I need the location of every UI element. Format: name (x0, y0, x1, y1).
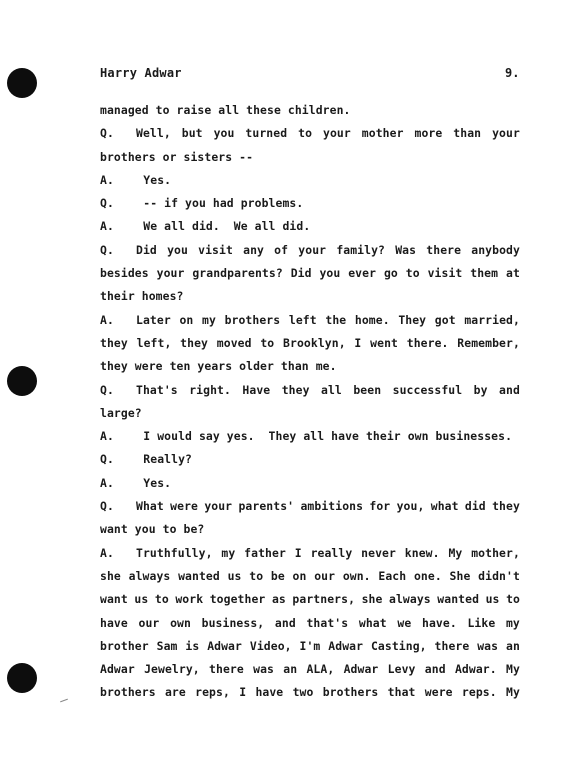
transcript-line-text: brother Sam is Adwar Video, I'm Adwar Casting, there was an (100, 638, 520, 653)
transcript-line (100, 309, 520, 332)
binder-hole-middle (7, 366, 37, 396)
stray-mark (60, 699, 68, 703)
transcript-line-text: That's right. Have they all been successful by and (136, 382, 520, 397)
transcript-line: A. Yes. (100, 169, 520, 192)
transcript-line: their homes? (100, 289, 184, 304)
question-marker: Q. (100, 452, 114, 467)
answer-marker: A. (100, 429, 114, 444)
transcript-line (100, 681, 520, 704)
transcript-line-text: Well, but you turned to your mother more than your (136, 126, 520, 141)
transcript-line: A. Yes. (100, 472, 520, 495)
page-header-name: Harry Adwar (100, 66, 182, 80)
transcript-line: A. We all did. We all did. (100, 215, 520, 238)
answer-marker: A. (100, 475, 114, 490)
question-marker: Q. (100, 126, 114, 141)
transcript-line (100, 542, 520, 565)
transcript-line-text: Truthfully, my father I really never knew. My mother, (136, 545, 520, 560)
transcript-line: managed to raise all these children. (100, 103, 351, 117)
question-marker: Q. (100, 196, 114, 211)
transcript-line (100, 635, 520, 658)
transcript-line: brothers or sisters -- (100, 149, 254, 164)
page-number: 9. (505, 66, 520, 80)
binder-hole-top (7, 68, 37, 98)
transcript-line-text: What were your parents' ambitions for you, what did they (136, 499, 520, 514)
transcript-line-text: Did you visit any of your family? Was there anybody (136, 242, 520, 257)
transcript-line (100, 495, 520, 518)
transcript-line (100, 588, 520, 611)
binder-hole-bottom (7, 663, 37, 693)
transcript-line (100, 239, 520, 262)
transcript-line: Q. Really? (100, 448, 520, 471)
question-marker: Q. (100, 499, 114, 514)
transcript-line-text: want us to work together as partners, she always wanted us to (100, 592, 520, 607)
transcript-line: A. I would say yes. They all have their own businesses. (100, 425, 520, 448)
answer-marker: A. (100, 219, 114, 234)
transcript-line-text: have our own business, and that's what we have. Like my (100, 615, 520, 630)
transcript-line: want you to be? (100, 522, 205, 537)
transcript-line-text: brothers are reps, I have two brothers that were reps. My (100, 685, 520, 700)
transcript-line (100, 658, 520, 681)
transcript-line-text: besides your grandparents? Did you ever go to visit them at (100, 266, 520, 281)
transcript-line: large? (100, 405, 142, 420)
transcript-line-text: Later on my brothers left the home. They got married, (136, 312, 520, 327)
transcript-line (100, 565, 520, 588)
question-marker: Q. (100, 382, 114, 397)
transcript-line-text: she always wanted us to be on our own. Each one. She didn't (100, 568, 520, 583)
transcript-body (100, 99, 520, 705)
transcript-line (100, 332, 520, 355)
transcript-line (100, 122, 520, 145)
transcript-line-text: they left, they moved to Brooklyn, I went there. Remember, (100, 335, 520, 350)
transcript-line (100, 612, 520, 635)
answer-marker: A. (100, 312, 114, 327)
question-marker: Q. (100, 242, 114, 257)
transcript-line (100, 379, 520, 402)
answer-marker: A. (100, 545, 114, 560)
transcript-line (100, 262, 520, 285)
transcript-line-text: Adwar Jewelry, there was an ALA, Adwar Levy and Adwar. My (100, 662, 520, 677)
transcript-line: Q. -- if you had problems. (100, 192, 520, 215)
transcript-line: they were ten years older than me. (100, 359, 337, 374)
answer-marker: A. (100, 172, 114, 187)
